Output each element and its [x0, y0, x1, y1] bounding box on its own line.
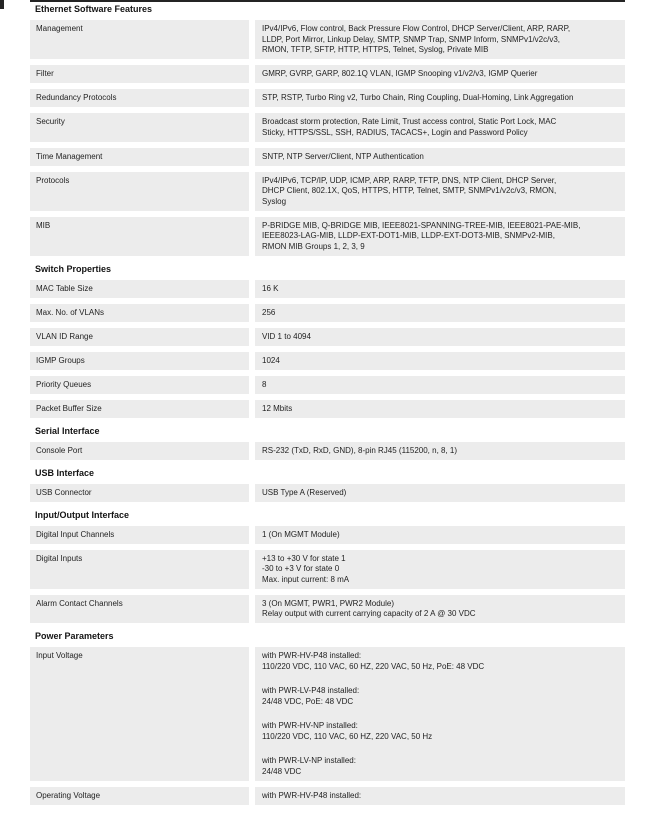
spec-value [255, 217, 625, 256]
spec-value [255, 526, 625, 544]
spec-row [30, 172, 625, 211]
spec-label: Security [30, 113, 249, 142]
spec-value-line: RMON MIB Groups 1, 2, 3, 9 [262, 241, 365, 251]
spec-section [30, 468, 625, 502]
spec-value-line: with PWR-HV-NP installed: [262, 721, 358, 730]
spec-value-line: 8 [262, 379, 267, 389]
page-corner-mark [0, 0, 4, 9]
spec-row [30, 217, 625, 256]
spec-label: Filter [30, 65, 249, 83]
spec-value [255, 787, 625, 805]
spec-value-line: IEEE8023-LAG-MIB, LLDP-EXT-DOT1-MIB, LLDP-EXT-DOT3-MIB, SNMPv2-MIB, [262, 231, 555, 240]
spec-label: Packet Buffer Size [30, 400, 249, 418]
spec-value-line: with PWR-HV-P48 installed: [262, 651, 362, 660]
spec-value-line: -30 to +3 V for state 0 [262, 564, 340, 573]
spec-value-line: 24/48 VDC, PoE: 48 VDC [262, 696, 354, 706]
spec-value [255, 65, 625, 83]
spec-value [255, 484, 625, 502]
spec-row [30, 595, 625, 624]
spec-value [255, 376, 625, 394]
spec-value-line: STP, RSTP, Turbo Ring v2, Turbo Chain, Ring Coupling, Dual-Homing, Link Aggregation [262, 93, 574, 102]
spec-row [30, 484, 625, 502]
spec-section [30, 264, 625, 418]
spec-value-line: Relay output with current carrying capacity of 2 A @ 30 VDC [262, 609, 476, 618]
spec-row [30, 65, 625, 83]
spec-value [255, 280, 625, 298]
spec-label: Priority Queues [30, 376, 249, 394]
spec-value-line: 110/220 VDC, 110 VAC, 60 HZ, 220 VAC, 50 Hz, PoE: 48 VDC [262, 661, 485, 671]
spec-value-line: 24/48 VDC [262, 766, 302, 776]
spec-label: MAC Table Size [30, 280, 249, 298]
spec-value [255, 113, 625, 142]
spec-value-line: Syslog [262, 196, 287, 206]
section-title: Ethernet Software Features [35, 4, 153, 14]
section-title: Power Parameters [35, 631, 114, 641]
spec-value-line: P-BRIDGE MIB, Q-BRIDGE MIB, IEEE8021-SPANNING-TREE-MIB, IEEE8021-PAE-MIB, [262, 220, 581, 230]
spec-section [30, 426, 625, 460]
spec-value-line: IPv4/IPv6, Flow control, Back Pressure Flow Control, DHCP Server/Client, ARP, RARP, [262, 24, 571, 33]
spec-row [30, 787, 625, 805]
spec-label: Operating Voltage [30, 787, 249, 805]
spec-value [255, 304, 625, 322]
spec-label: Console Port [30, 442, 249, 460]
spec-value [255, 400, 625, 418]
spec-sections [30, 4, 625, 805]
spec-sheet [30, 0, 625, 805]
spec-value-line: Broadcast storm protection, Rate Limit, Trust access control, Static Port Lock, MAC [262, 117, 557, 126]
spec-value-line: 256 [262, 307, 276, 317]
spec-row [30, 148, 625, 166]
spec-value-line: USB Type A (Reserved) [262, 487, 347, 497]
spec-row [30, 526, 625, 544]
spec-value-line [262, 707, 619, 721]
spec-value-line: RS-232 (TxD, RxD, GND), 8-pin RJ45 (115200, n, 8, 1) [262, 445, 458, 455]
spec-value [255, 550, 625, 589]
spec-label: MIB [30, 217, 249, 256]
section-title: Input/Output Interface [35, 509, 129, 520]
spec-label: Time Management [30, 148, 249, 166]
spec-value-line: with PWR-HV-P48 installed: [262, 790, 362, 800]
spec-value-line: 3 (On MGMT, PWR1, PWR2 Module) [262, 598, 395, 608]
spec-value [255, 442, 625, 460]
spec-section [30, 631, 625, 805]
spec-value-line: Max. input current: 8 mA [262, 574, 350, 584]
spec-label: IGMP Groups [30, 352, 249, 370]
spec-section [30, 510, 625, 624]
spec-value-line [262, 742, 619, 756]
spec-value-line: 1 (On MGMT Module) [262, 529, 340, 539]
spec-row [30, 442, 625, 460]
spec-row [30, 89, 625, 107]
spec-section [30, 4, 625, 256]
spec-row [30, 647, 625, 781]
spec-label: Alarm Contact Channels [30, 595, 249, 624]
spec-value-line: +13 to +30 V for state 1 [262, 553, 346, 563]
spec-value-line: with PWR-LV-NP installed: [262, 756, 356, 765]
spec-label: Management [30, 20, 249, 59]
spec-label: Max. No. of VLANs [30, 304, 249, 322]
spec-value-line: 12 Mbits [262, 403, 293, 413]
spec-value [255, 148, 625, 166]
spec-label: VLAN ID Range [30, 328, 249, 346]
spec-value [255, 352, 625, 370]
spec-row [30, 113, 625, 142]
section-divider-rule [30, 0, 625, 2]
spec-value-line: SNTP, NTP Server/Client, NTP Authentication [262, 151, 424, 161]
spec-value-line [262, 672, 619, 686]
spec-label: Input Voltage [30, 647, 249, 781]
spec-value-line: RMON, TFTP, SFTP, HTTP, HTTPS, Telnet, Syslog, Private MIB [262, 45, 489, 54]
spec-label: Digital Inputs [30, 550, 249, 589]
spec-row [30, 352, 625, 370]
spec-row [30, 20, 625, 59]
spec-value-line: with PWR-LV-P48 installed: [262, 686, 360, 695]
section-title: Serial Interface [35, 425, 100, 436]
spec-value-line: 1024 [262, 355, 280, 365]
spec-value-line: IPv4/IPv6, TCP/IP, UDP, ICMP, ARP, RARP, TFTP, DNS, NTP Client, DHCP Server, [262, 175, 557, 185]
spec-label: Redundancy Protocols [30, 89, 249, 107]
spec-value-line: GMRP, GVRP, GARP, 802.1Q VLAN, IGMP Snooping v1/v2/v3, IGMP Querier [262, 69, 538, 78]
spec-value-line: 16 K [262, 283, 279, 293]
spec-value-line: 110/220 VDC, 110 VAC, 60 HZ, 220 VAC, 50 Hz [262, 731, 433, 741]
spec-value-line: DHCP Client, 802.1X, QoS, HTTPS, HTTP, Telnet, SMTP, SNMPv1/v2c/v3, RMON, [262, 186, 557, 195]
section-title: USB Interface [35, 467, 95, 478]
spec-value [255, 647, 625, 781]
spec-row [30, 376, 625, 394]
spec-row [30, 400, 625, 418]
spec-label: USB Connector [30, 484, 249, 502]
spec-label: Protocols [30, 172, 249, 211]
spec-row [30, 304, 625, 322]
spec-label: Digital Input Channels [30, 526, 249, 544]
spec-value [255, 172, 625, 211]
spec-row [30, 280, 625, 298]
spec-value [255, 20, 625, 59]
spec-value [255, 328, 625, 346]
spec-value-line: LLDP, Port Mirror, Linkup Delay, SMTP, SNMP Trap, SNMP Inform, SNMPv1/v2c/v3, [262, 34, 561, 44]
spec-row [30, 550, 625, 589]
spec-value [255, 89, 625, 107]
spec-row [30, 328, 625, 346]
section-title: Switch Properties [35, 263, 112, 274]
spec-value [255, 595, 625, 624]
spec-value-line: VID 1 to 4094 [262, 331, 311, 341]
spec-value-line: Sticky, HTTPS/SSL, SSH, RADIUS, TACACS+, Login and Password Policy [262, 127, 528, 137]
